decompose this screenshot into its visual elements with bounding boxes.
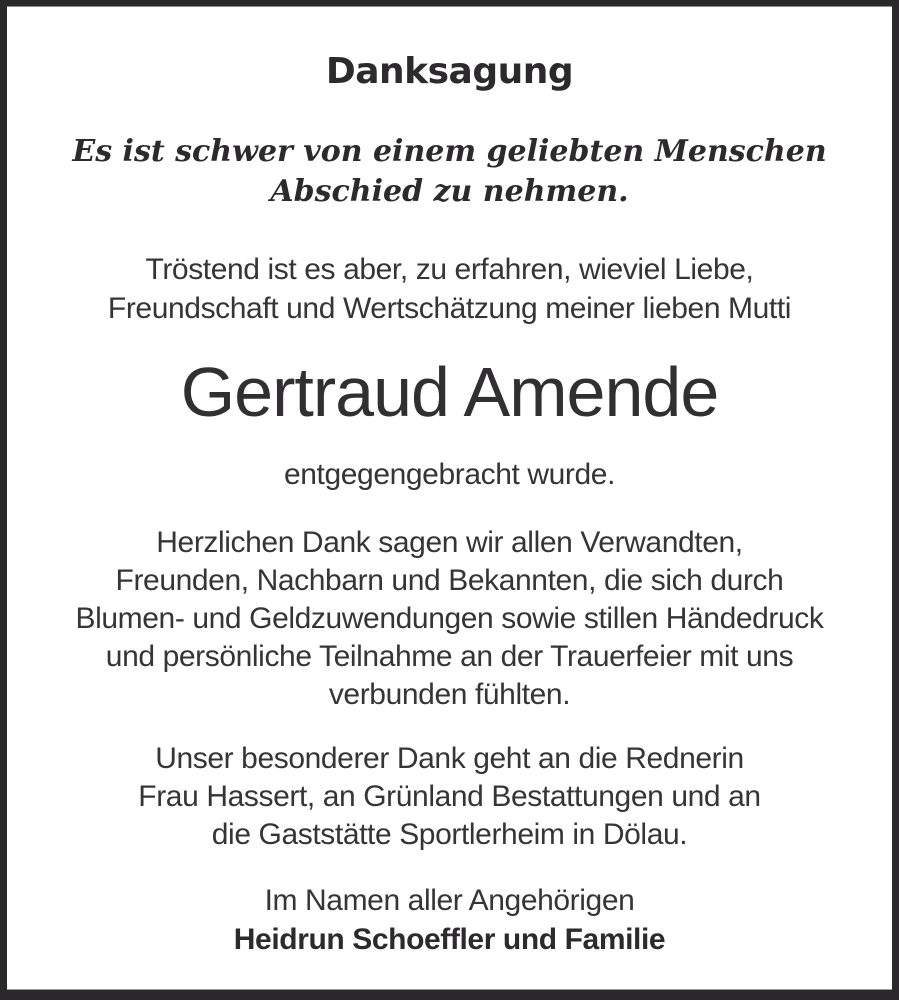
deceased-name: Gertraud Amende [180,353,719,431]
thanks-line: Freunden, Nachbarn und Bekannten, die sich durch [115,564,784,597]
epigraph-line: Es ist schwer von einem geliebten Menschen [72,134,827,169]
signature-line: Heidrun Schoeffler und Familie [233,923,666,956]
thanks-line: Herzlichen Dank sagen wir allen Verwandten, [156,526,743,559]
closing-block [7,882,892,960]
thanks-line: Blumen- und Geldzuwendungen sowie stillen Händedruck [75,602,824,635]
intro-line: Tröstend ist es aber, zu erfahren, wieviel Liebe, [145,253,754,286]
after-name-line: entgegengebracht wurde. [283,458,616,491]
epigraph [7,132,892,212]
thanks-line: verbunden fühlten. [328,678,571,711]
thanks-paragraph [7,524,892,714]
epigraph-line: Abschied zu nehmen. [270,174,629,209]
notice-title: Danksagung [325,51,574,92]
obituary-notice-page [7,6,892,990]
intro-line: Freundschaft und Wertschätzung meiner lieben Mutti [107,292,792,325]
closing-line: Im Namen aller Angehörigen [264,884,635,917]
intro-paragraph [7,250,892,328]
special-thanks-line: die Gaststätte Sportlerheim in Dölau. [211,818,688,851]
special-thanks-line: Frau Hassert, an Grünland Bestattungen und an [138,780,761,813]
special-thanks-line: Unser besonderer Dank geht an die Rednerin [155,742,744,775]
special-thanks-paragraph [7,740,892,854]
thanks-line: und persönliche Teilnahme an der Trauerfeier mit uns [105,640,794,673]
